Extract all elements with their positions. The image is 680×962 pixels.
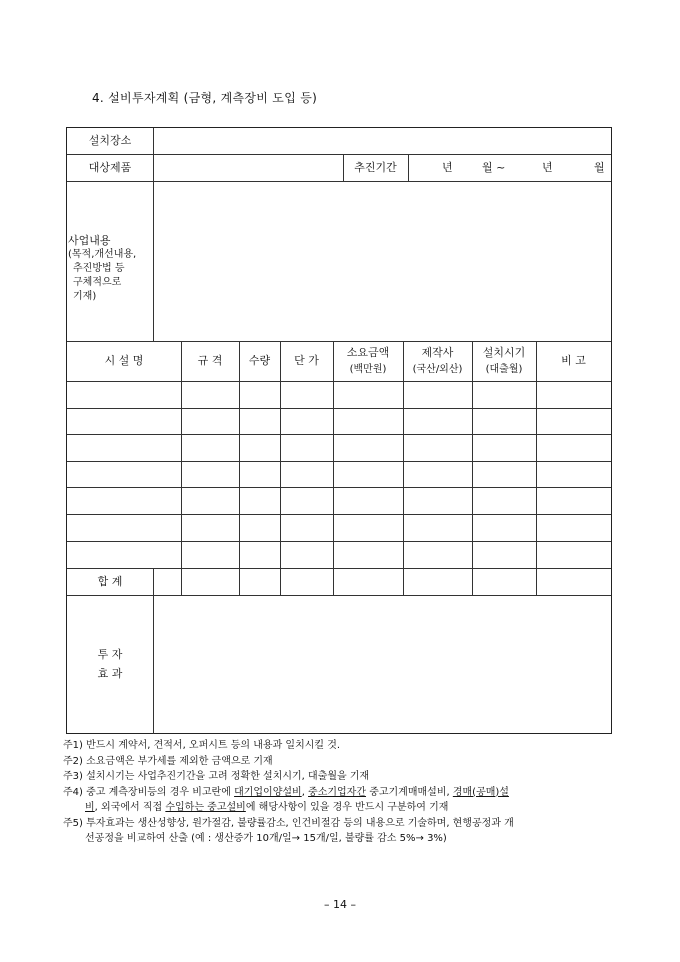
table-cell[interactable] [183, 516, 237, 540]
table-cell[interactable] [474, 410, 534, 434]
table-cell[interactable] [335, 383, 401, 407]
col-remarks: 비 고 [561, 354, 586, 367]
section-title: 4. 설비투자계획 (금형, 계측장비 도입 등) [92, 91, 318, 105]
table-cell[interactable] [282, 410, 331, 434]
footnotes [63, 738, 623, 847]
table-cell[interactable] [335, 463, 401, 487]
col-facility-name: 시 설 명 [104, 354, 144, 367]
table-cell[interactable] [241, 410, 278, 434]
install-location-field[interactable] [155, 129, 609, 153]
table-cell[interactable] [241, 543, 278, 567]
table-cell[interactable] [474, 463, 534, 487]
table-cell[interactable] [183, 489, 237, 513]
table-cell[interactable] [69, 543, 179, 567]
note-3: 주3) 설치시기는 사업추진기간을 고려 정확한 설치시기, 대출월을 기재 [63, 771, 370, 782]
business-content-label-5: 기재) [73, 291, 97, 302]
table-cell[interactable] [241, 489, 278, 513]
table-cell[interactable] [405, 516, 470, 540]
table-cell[interactable] [405, 489, 470, 513]
col-install-time: 설치시기 [482, 346, 526, 359]
table-cell[interactable] [335, 489, 401, 513]
period-year-end[interactable]: 년 [542, 161, 553, 174]
note-1: 주1) 반드시 계약서, 견적서, 오퍼시트 등의 내용과 일치시킬 것. [63, 740, 341, 751]
business-content-label-1: 사업내용 [68, 234, 111, 247]
col-unit-price: 단 가 [294, 354, 319, 367]
note-4: 주4) 중고 계측장비등의 경우 비고란에 대기업이양설비, 중소기업자간 중고기계매매설비, 경매(공매)설 [63, 786, 509, 798]
table-cell[interactable] [538, 489, 609, 513]
period-month-end[interactable]: 월 [594, 161, 605, 174]
table-cell[interactable] [282, 383, 331, 407]
table-cell[interactable] [335, 516, 401, 540]
col-required-amount-unit: (백만원) [349, 364, 387, 375]
table-cell[interactable] [183, 463, 237, 487]
table-cell[interactable] [335, 436, 401, 460]
table-cell[interactable] [69, 516, 179, 540]
install-location-label: 설치장소 [88, 134, 132, 147]
note-5-cont: 선공정을 비교하여 산출 (예 : 생산증가 10개/일→ 15개/일, 불량률 감소 5%→ 3%) [85, 833, 447, 844]
page-number: – 14 – [324, 898, 356, 911]
table-cell[interactable] [183, 383, 237, 407]
investment-effect-field[interactable] [155, 597, 609, 732]
col-quantity: 수량 [248, 354, 271, 367]
table-cell[interactable] [474, 436, 534, 460]
table-cell[interactable] [538, 383, 609, 407]
table-cell[interactable] [474, 383, 534, 407]
business-content-label-4: 구체적으로 [73, 277, 122, 288]
table-cell[interactable] [69, 383, 179, 407]
table-cell[interactable] [538, 543, 609, 567]
table-cell[interactable] [282, 463, 331, 487]
table-cell[interactable] [335, 410, 401, 434]
table-cell[interactable] [405, 543, 470, 567]
table-cell[interactable] [538, 463, 609, 487]
col-required-amount: 소요금액 [346, 346, 390, 359]
table-cell[interactable] [538, 410, 609, 434]
period-year-start[interactable]: 년 [442, 161, 453, 174]
col-spec: 규 격 [197, 354, 223, 367]
note-4-cont: 비, 외국에서 직접 수입하는 중고설비에 해당사항이 있을 경우 반드시 구분하여 기재 [85, 802, 449, 813]
table-cell[interactable] [241, 383, 278, 407]
period-month-start[interactable]: 월 ~ [482, 161, 506, 174]
table-cell[interactable] [183, 436, 237, 460]
business-content-field[interactable] [155, 183, 609, 339]
business-content-label-2: (목적,개선내용, [68, 249, 137, 260]
table-cell[interactable] [405, 436, 470, 460]
table-cell[interactable] [405, 383, 470, 407]
table-cell[interactable] [183, 410, 237, 434]
note-5: 주5) 투자효과는 생산성향상, 원가절감, 불량률감소, 인건비절감 등의 내용으로 기술하며, 현행공정과 개 [63, 817, 514, 829]
table-cell[interactable] [69, 410, 179, 434]
table-cell[interactable] [474, 543, 534, 567]
target-product-label: 대상제품 [88, 161, 132, 174]
table-cell[interactable] [69, 436, 179, 460]
investment-effect-label-2: 효 과 [97, 667, 123, 680]
col-install-time-month: (대출월) [485, 364, 523, 375]
table-cell[interactable] [474, 489, 534, 513]
total-label: 합 계 [97, 575, 123, 588]
table-cell[interactable] [183, 543, 237, 567]
investment-effect-label-1: 투 자 [97, 648, 123, 661]
col-manufacturer-origin: (국산/외산) [412, 364, 463, 375]
period-label: 추진기간 [354, 161, 397, 174]
table-cell[interactable] [241, 436, 278, 460]
table-cell[interactable] [474, 516, 534, 540]
table-cell[interactable] [282, 436, 331, 460]
table-cell[interactable] [405, 463, 470, 487]
table-cell[interactable] [241, 516, 278, 540]
table-cell[interactable] [282, 489, 331, 513]
table-cell[interactable] [538, 516, 609, 540]
table-cell[interactable] [282, 543, 331, 567]
business-content-label-3: 추진방법 등 [73, 263, 125, 274]
table-cell[interactable] [241, 463, 278, 487]
table-cell[interactable] [69, 489, 179, 513]
note-2: 주2) 소요금액은 부가세를 제외한 금액으로 기재 [63, 755, 273, 767]
table-cell[interactable] [282, 516, 331, 540]
table-cell[interactable] [335, 543, 401, 567]
table-cell[interactable] [405, 410, 470, 434]
col-manufacturer: 제작사 [421, 346, 454, 359]
target-product-field[interactable] [155, 156, 341, 180]
facility-investment-form [66, 127, 612, 734]
table-cell[interactable] [538, 436, 609, 460]
table-cell[interactable] [69, 463, 179, 487]
